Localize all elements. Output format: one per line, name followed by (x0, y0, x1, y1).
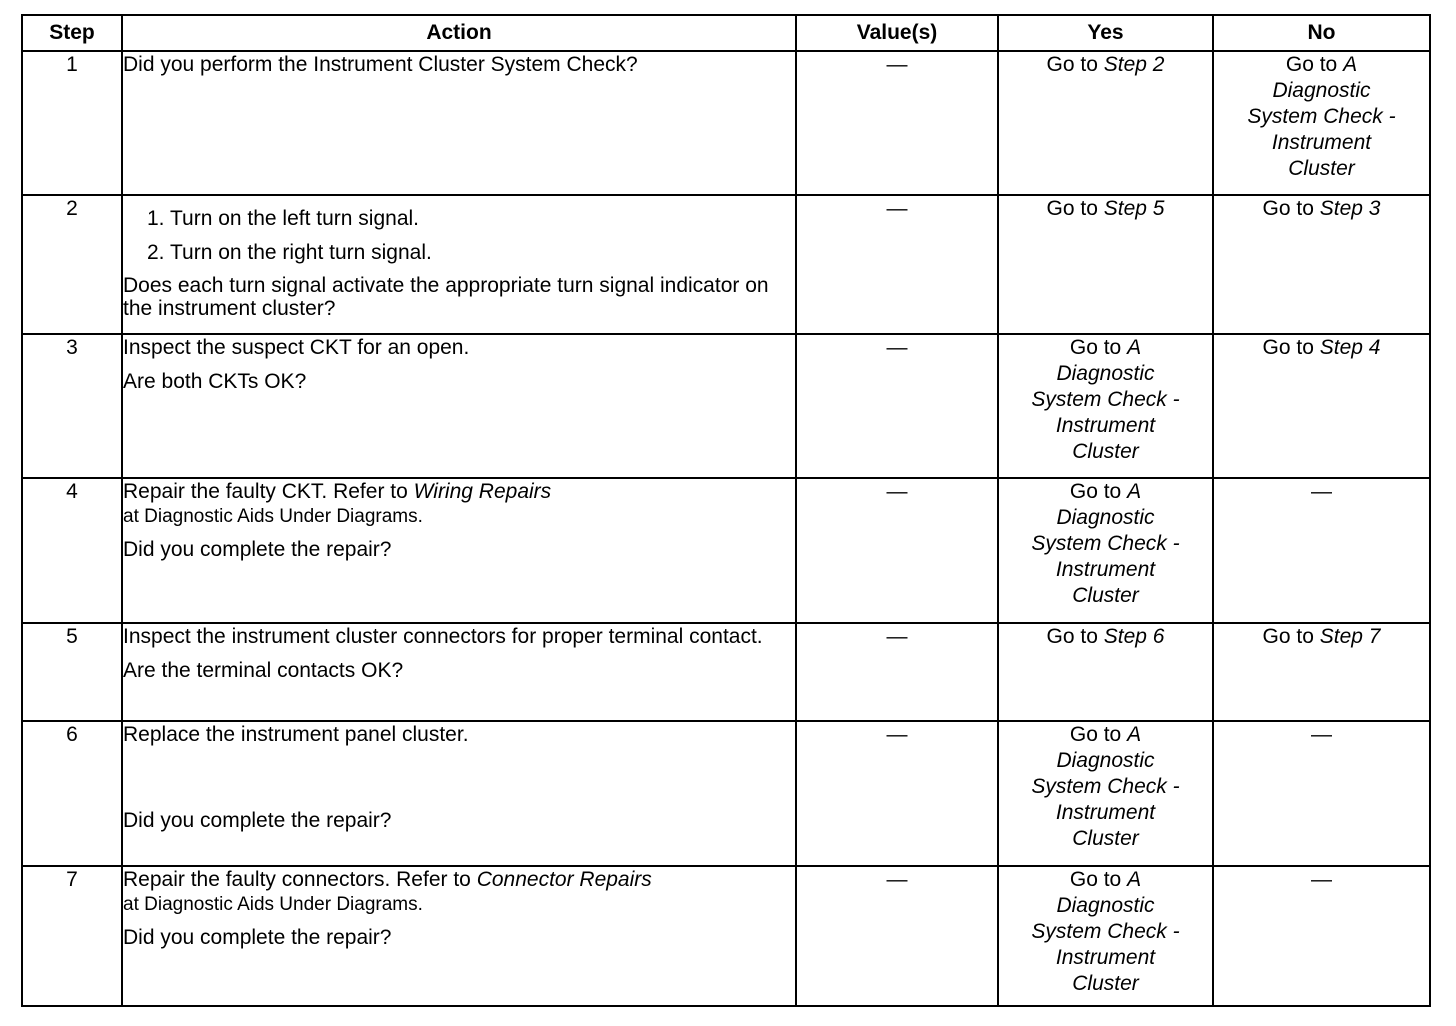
goto-target-line: Instrument (1271, 131, 1372, 154)
action-cell (122, 478, 796, 623)
goto-target-line: Diagnostic (1272, 79, 1371, 102)
goto-target: Step 5 (1103, 197, 1165, 220)
action-text: Repair the faulty CKT. Refer to (123, 480, 408, 503)
goto-target-line: Cluster (1072, 584, 1139, 607)
yes-cell (998, 866, 1213, 1006)
goto-prefix: Go to (1285, 53, 1338, 76)
step-number: 6 (22, 721, 122, 866)
goto-prefix: Go to (1046, 53, 1098, 76)
action-question: Does each turn signal activate the appropriate turn signal indicator on the instrument cluster? (123, 274, 769, 320)
step-number: 5 (22, 623, 122, 721)
yes-cell (998, 721, 1213, 866)
goto-target: Step 4 (1319, 336, 1381, 359)
value-cell: — (796, 721, 998, 866)
table-row (22, 623, 1430, 721)
no-cell: — (1213, 721, 1430, 866)
step-number: 7 (22, 866, 122, 1006)
goto-target-line: Diagnostic (1056, 506, 1155, 529)
goto-target-line: Diagnostic (1056, 749, 1155, 772)
value-cell: — (796, 478, 998, 623)
value-cell: — (796, 623, 998, 721)
value-cell: — (796, 195, 998, 334)
action-subtext: at Diagnostic Aids Under Diagrams. (123, 894, 423, 915)
goto-target-line: System Check - (1031, 388, 1180, 411)
step-number: 4 (22, 478, 122, 623)
action-text: Inspect the suspect CKT for an open. (123, 336, 470, 359)
header-step: Step (22, 15, 122, 51)
goto-prefix: Go to (1262, 625, 1314, 648)
goto-target-line: Cluster (1072, 827, 1139, 850)
header-values: Value(s) (796, 15, 998, 51)
goto-prefix: Go to (1069, 868, 1122, 891)
diagnostic-table (21, 14, 1431, 1007)
action-question: Did you complete the repair? (123, 809, 392, 832)
header-row (22, 15, 1430, 51)
table-row (22, 866, 1430, 1006)
action-text: Did you perform the Instrument Cluster System Check? (123, 53, 638, 76)
goto-target: Step 6 (1103, 625, 1165, 648)
no-cell (1213, 51, 1430, 195)
table-row (22, 721, 1430, 866)
action-list-item: 1. Turn on the left turn signal. (147, 207, 419, 230)
goto-target-line: System Check - (1031, 532, 1180, 555)
goto-prefix: Go to (1046, 197, 1098, 220)
goto-prefix: Go to (1069, 336, 1122, 359)
yes-cell (998, 478, 1213, 623)
no-cell: — (1213, 478, 1430, 623)
action-text: Repair the faulty connectors. Refer to (123, 868, 471, 891)
goto-target-line: Diagnostic (1056, 362, 1155, 385)
yes-cell (998, 51, 1213, 195)
goto-target: Step 7 (1319, 625, 1381, 648)
goto-target-line: System Check - (1031, 775, 1180, 798)
action-cell (122, 195, 796, 334)
table-row (22, 51, 1430, 195)
goto-target-line: Diagnostic (1056, 894, 1155, 917)
action-question: Did you complete the repair? (123, 926, 392, 949)
goto-prefix: Go to (1069, 723, 1122, 746)
goto-target-line: Instrument (1055, 558, 1156, 581)
goto-target-line: Instrument (1055, 946, 1156, 969)
header-no: No (1213, 15, 1430, 51)
goto-target-a: A (1127, 336, 1142, 359)
header-action: Action (122, 15, 796, 51)
table-row (22, 195, 1430, 334)
action-question: Did you complete the repair? (123, 538, 392, 561)
action-cell (122, 866, 796, 1006)
action-list-item: 2. Turn on the right turn signal. (147, 241, 432, 264)
no-cell: — (1213, 866, 1430, 1006)
action-cell (122, 623, 796, 721)
yes-cell (998, 334, 1213, 478)
action-reference: Wiring Repairs (413, 480, 552, 503)
goto-target-line: Cluster (1072, 440, 1139, 463)
goto-target-line: Instrument (1055, 801, 1156, 824)
yes-cell (998, 623, 1213, 721)
table-row (22, 478, 1430, 623)
goto-target-a: A (1127, 723, 1142, 746)
value-cell: — (796, 334, 998, 478)
goto-prefix: Go to (1069, 480, 1122, 503)
value-cell: — (796, 866, 998, 1006)
header-yes: Yes (998, 15, 1213, 51)
goto-target-line: Cluster (1288, 157, 1355, 180)
step-number: 2 (22, 195, 122, 334)
step-number: 3 (22, 334, 122, 478)
goto-prefix: Go to (1046, 625, 1098, 648)
goto-target-a: A (1127, 868, 1142, 891)
no-cell (1213, 195, 1430, 334)
goto-prefix: Go to (1262, 336, 1314, 359)
goto-target-a: A (1127, 480, 1142, 503)
action-cell (122, 721, 796, 866)
goto-target-line: Cluster (1072, 972, 1139, 995)
value-cell: — (796, 51, 998, 195)
table-row (22, 334, 1430, 478)
action-cell (122, 334, 796, 478)
goto-target-line: Instrument (1055, 414, 1156, 437)
goto-target-a: A (1343, 53, 1358, 76)
goto-target-line: System Check - (1031, 920, 1180, 943)
action-cell (122, 51, 796, 195)
goto-target: Step 2 (1103, 53, 1165, 76)
step-number: 1 (22, 51, 122, 195)
action-text: Inspect the instrument cluster connectors for proper terminal contact. (123, 625, 763, 648)
goto-prefix: Go to (1262, 197, 1314, 220)
action-question: Are the terminal contacts OK? (123, 659, 404, 682)
action-question: Are both CKTs OK? (123, 370, 307, 393)
no-cell (1213, 623, 1430, 721)
goto-target-line: System Check - (1247, 105, 1396, 128)
yes-cell (998, 195, 1213, 334)
action-subtext: at Diagnostic Aids Under Diagrams. (123, 506, 423, 527)
action-text: Replace the instrument panel cluster. (123, 723, 469, 746)
no-cell (1213, 334, 1430, 478)
action-reference: Connector Repairs (476, 868, 652, 891)
goto-target: Step 3 (1319, 197, 1381, 220)
